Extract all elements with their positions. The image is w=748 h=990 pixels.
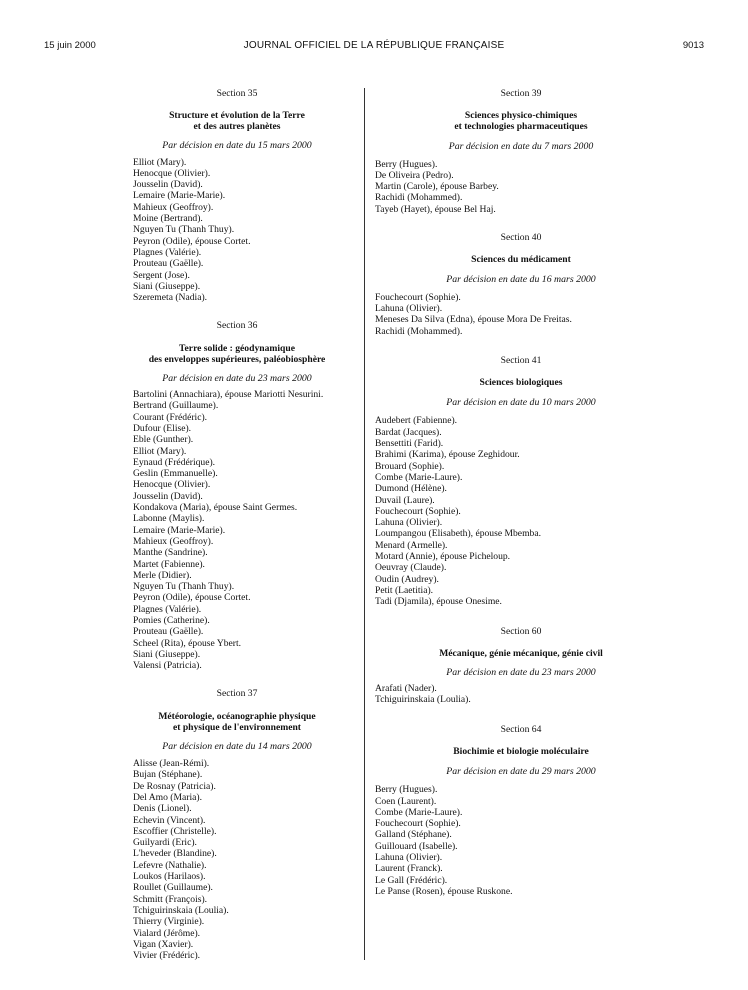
list-item: Bartolini (Annachiara), épouse Mariotti Nesurini. (133, 389, 324, 401)
list-item: Vivier (Frédéric). (133, 950, 201, 962)
header-journal-title: JOURNAL OFFICIEL DE LA RÉPUBLIQUE FRANÇAISE (243, 40, 505, 51)
list-item: Siani (Giuseppe). (133, 648, 201, 660)
section-subject (375, 254, 667, 265)
list-item: Del Amo (Maria). (133, 791, 203, 803)
list-item: Vigan (Xavier). (133, 938, 194, 950)
section-block (133, 320, 341, 671)
right-column (375, 88, 667, 897)
section-block (375, 626, 667, 706)
list-item: Vialard (Jérôme). (133, 927, 201, 939)
list-item: Tadi (Djamila), épouse Onesime. (375, 596, 502, 608)
list-item: Prouteau (Gaëlle). (133, 626, 204, 638)
list-item: Combe (Marie-Laure). (375, 471, 463, 483)
list-item: Escoffier (Christelle). (133, 825, 217, 837)
list-item: Petit (Laetitia). (375, 584, 434, 596)
section-subject-line: des enveloppes supérieures, paléobiosphère (148, 353, 326, 365)
list-item: Kondakova (Maria), épouse Saint Germes. (133, 502, 298, 514)
list-item: Arafati (Nader). (375, 683, 437, 695)
list-item: Elliot (Mary). (133, 445, 187, 457)
section-subject (133, 343, 341, 365)
list-item: Prouteau (Gaëlle). (133, 258, 204, 270)
list-item: Tchiguirinskaia (Loulia). (133, 904, 229, 916)
list-item: Oeuvray (Claude). (375, 562, 447, 574)
list-item: Dumond (Hélène). (375, 483, 447, 495)
name-list (375, 784, 667, 897)
list-item: Bertrand (Guillaume). (133, 400, 219, 412)
list-item: Plagnes (Valérie). (133, 246, 202, 258)
section-subject-line: et technologies pharmaceutiques (454, 121, 588, 133)
list-item: Denis (Lionel). (133, 803, 192, 815)
list-item: Thierry (Virginie). (133, 916, 205, 928)
list-item: Fouchecourt (Sophie). (375, 818, 461, 830)
list-item: Lahuna (Olivier). (375, 302, 443, 314)
list-item: Eynaud (Frédérique). (133, 456, 216, 468)
list-item: Eble (Gunther). (133, 434, 194, 446)
section-subject (375, 746, 667, 757)
name-list (133, 157, 341, 304)
list-item: Dufour (Elise). (133, 422, 192, 434)
list-item: Nguyen Tu (Thanh Thuy). (133, 224, 235, 236)
section-block (133, 688, 341, 961)
section-decision: Par décision en date du 10 mars 2000 (446, 397, 596, 409)
section-block (375, 88, 667, 215)
list-item: Echevin (Vincent). (133, 814, 206, 826)
list-item: Nguyen Tu (Thanh Thuy). (133, 581, 235, 593)
section-decision: Par décision en date du 15 mars 2000 (162, 140, 312, 152)
name-list (133, 389, 341, 671)
list-item: Rachidi (Mohammed). (375, 192, 463, 204)
list-item: Oudin (Audrey). (375, 573, 439, 585)
section-title: Section 36 (216, 320, 258, 332)
list-item: L'heveder (Blandine). (133, 848, 217, 860)
list-item: Scheel (Rita), épouse Ybert. (133, 637, 242, 649)
section-subject-line: Terre solide : géodynamique (179, 342, 295, 354)
page-header (44, 40, 704, 54)
section-block (375, 724, 667, 898)
name-list (375, 683, 667, 706)
list-item: Meneses Da Silva (Edna), épouse Mora De Freitas. (375, 314, 572, 326)
list-item: Courant (Frédéric). (133, 411, 208, 423)
list-item: Fouchecourt (Sophie). (375, 505, 461, 517)
list-item: Szeremeta (Nadia). (133, 292, 208, 304)
name-list (133, 758, 341, 961)
section-subject-line: Sciences du médicament (471, 254, 571, 266)
section-block (375, 232, 667, 337)
section-decision: Par décision en date du 7 mars 2000 (448, 141, 594, 153)
section-decision: Par décision en date du 14 mars 2000 (162, 740, 312, 752)
list-item: Mahieux (Geoffroy). (133, 201, 214, 213)
list-item: Lemaire (Marie-Marie). (133, 524, 226, 536)
section-title: Section 64 (500, 723, 542, 735)
list-item: Brouard (Sophie). (375, 460, 445, 472)
list-item: Le Panse (Rosen), épouse Ruskone. (375, 885, 513, 897)
list-item: Peyron (Odile), épouse Cortet. (133, 592, 251, 604)
list-item: Peyron (Odile), épouse Cortet. (133, 235, 251, 247)
list-item: Elliot (Mary). (133, 156, 187, 168)
section-subject-line: Météorologie, océanographie physique (158, 710, 316, 722)
section-subject-line: Sciences physico-chimiques (464, 110, 578, 122)
list-item: Berry (Hugues). (375, 158, 438, 170)
section-decision: Par décision en date du 23 mars 2000 (446, 666, 596, 678)
list-item: Lahuna (Olivier). (375, 852, 443, 864)
left-column (133, 88, 341, 961)
list-item: Loumpangou (Elisabeth), épouse Mbemba. (375, 528, 541, 540)
list-item: Schmitt (François). (133, 893, 208, 905)
list-item: De Rosnay (Patricia). (133, 780, 216, 792)
header-date: 15 juin 2000 (44, 40, 96, 51)
list-item: Moine (Bertrand). (133, 213, 203, 225)
list-item: Tchiguirinskaia (Loulia). (375, 694, 471, 706)
list-item: Geslin (Emmanuelle). (133, 468, 218, 480)
list-item: Loukos (Harilaos). (133, 871, 206, 883)
list-item: Galland (Stéphane). (375, 829, 452, 841)
list-item: Bensettiti (Farid). (375, 438, 444, 450)
list-item: Guillouard (Isabelle). (375, 840, 458, 852)
list-item: Coen (Laurent). (375, 795, 437, 807)
list-item: Labonne (Maylis). (133, 513, 205, 525)
section-block (133, 88, 341, 303)
section-decision: Par décision en date du 23 mars 2000 (162, 372, 312, 384)
list-item: Duvail (Laure). (375, 494, 435, 506)
list-item: Martin (Carole), épouse Barbey. (375, 181, 499, 193)
list-item: Menard (Armelle). (375, 539, 448, 551)
section-decision: Par décision en date du 16 mars 2000 (446, 274, 596, 286)
list-item: Rachidi (Mohammed). (375, 325, 463, 337)
section-subject (133, 110, 341, 132)
list-item: Sergent (Jose). (133, 269, 190, 281)
section-subject (133, 711, 341, 733)
list-item: Alisse (Jean-Rémi). (133, 758, 210, 770)
section-title: Section 41 (500, 354, 542, 366)
list-item: Roullet (Guillaume). (133, 882, 213, 894)
list-item: Siani (Giuseppe). (133, 280, 201, 292)
section-subject (375, 110, 667, 132)
section-block (375, 355, 667, 608)
list-item: Jousselin (David). (133, 490, 203, 502)
list-item: Martet (Fabienne). (133, 558, 205, 570)
section-title: Section 60 (500, 625, 542, 637)
list-item: Bardat (Jacques). (375, 426, 442, 438)
list-item: Lahuna (Olivier). (375, 517, 443, 529)
list-item: Audebert (Fabienne). (375, 415, 458, 427)
section-subject-line: et physique de l'environnement (172, 721, 302, 733)
list-item: Guilyardi (Eric). (133, 837, 197, 849)
list-item: Jousselin (David). (133, 179, 203, 191)
name-list (375, 292, 667, 337)
section-title: Section 39 (500, 88, 542, 99)
list-item: Le Gall (Frédéric). (375, 874, 448, 886)
list-item: Motard (Annie), épouse Picheloup. (375, 551, 511, 563)
list-item: Henocque (Olivier). (133, 167, 211, 179)
section-subject-line: Sciences biologiques (479, 377, 563, 389)
list-item: Fouchecourt (Sophie). (375, 291, 461, 303)
list-item: Tayeb (Hayet), épouse Bel Haj. (375, 203, 496, 215)
list-item: Plagnes (Valérie). (133, 603, 202, 615)
list-item: Lemaire (Marie-Marie). (133, 190, 226, 202)
section-subject-line: Biochimie et biologie moléculaire (453, 745, 589, 757)
section-decision: Par décision en date du 29 mars 2000 (446, 765, 596, 777)
list-item: Combe (Marie-Laure). (375, 806, 463, 818)
list-item: Henocque (Olivier). (133, 479, 211, 491)
list-item: Berry (Hugues). (375, 784, 438, 796)
list-item: Pomies (Catherine). (133, 614, 210, 626)
name-list (375, 159, 667, 215)
section-subject (375, 648, 667, 659)
name-list (375, 415, 667, 607)
section-subject (375, 377, 667, 388)
section-subject-line: Structure et évolution de la Terre (169, 110, 305, 122)
list-item: Lefevre (Nathalie). (133, 859, 207, 871)
list-item: Valensi (Patricia). (133, 660, 202, 672)
list-item: Bujan (Stéphane). (133, 769, 203, 781)
list-item: Brahimi (Karima), épouse Zeghidour. (375, 449, 520, 461)
list-item: De Oliveira (Pedro). (375, 169, 454, 181)
section-title: Section 37 (216, 688, 258, 700)
list-item: Merle (Didier). (133, 569, 192, 581)
header-page-number: 9013 (682, 40, 704, 51)
list-item: Mahieux (Geoffroy). (133, 535, 214, 547)
column-divider (364, 88, 365, 960)
section-title: Section 35 (216, 88, 258, 99)
list-item: Laurent (Franck). (375, 863, 443, 875)
list-item: Manthe (Sandrine). (133, 547, 208, 559)
section-subject-line: Mécanique, génie mécanique, génie civil (439, 647, 603, 659)
section-title: Section 40 (500, 232, 542, 244)
section-subject-line: et des autres planètes (193, 121, 281, 133)
